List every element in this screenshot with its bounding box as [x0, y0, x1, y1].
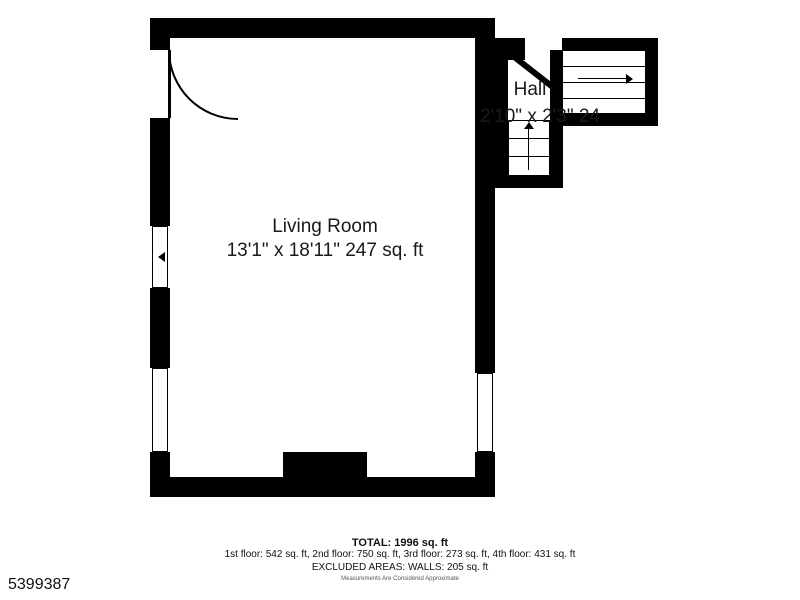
- arrow-down-icon: [370, 481, 380, 488]
- door-arc-icon: [168, 50, 238, 120]
- door-leaf: [168, 50, 171, 118]
- footer-total: TOTAL: 1996 sq. ft: [351, 537, 449, 549]
- room-label-living-room: [160, 215, 490, 263]
- wall-hall-bottom: [495, 175, 563, 188]
- window-right-lower: [477, 373, 493, 452]
- listing-id: 5399387: [8, 576, 71, 593]
- wall-living-room-left-mid: [150, 118, 170, 226]
- wall-living-room-left-upper: [150, 18, 170, 50]
- wall-living-room-right-upper: [475, 18, 495, 63]
- wall-living-room-left-mid2: [150, 288, 170, 368]
- footer-breakdown: 1st floor: 542 sq. ft, 2nd floor: 750 sq. ft, 3rd floor: 273 sq. ft, 4th floor: 431 sq. ft: [224, 549, 576, 560]
- arrow-right-icon: [626, 74, 633, 84]
- room-dimensions-living-room: 13'1" x 18'11" 247 sq. ft: [226, 239, 424, 261]
- wall-living-room-bottom-bumpout: [283, 452, 367, 482]
- room-name-hall: Hall: [513, 79, 547, 100]
- arrow-up-icon: [370, 23, 380, 30]
- wall-living-room-right-lower: [475, 452, 495, 497]
- wall-living-room-top: [150, 18, 495, 38]
- window-left-lower: [152, 368, 168, 452]
- footer-excluded: EXCLUDED AREAS: WALLS: 205 sq. ft: [311, 562, 489, 573]
- room-name-living-room: Living Room: [272, 216, 378, 237]
- stair-arrow-hall-stem: [528, 128, 529, 170]
- wall-hall-top-right: [562, 38, 658, 50]
- room-dimensions-hall: 2'10" x 2'3" 24: [479, 106, 601, 127]
- footer-note: Measurements Are Considered Approximate: [341, 576, 459, 582]
